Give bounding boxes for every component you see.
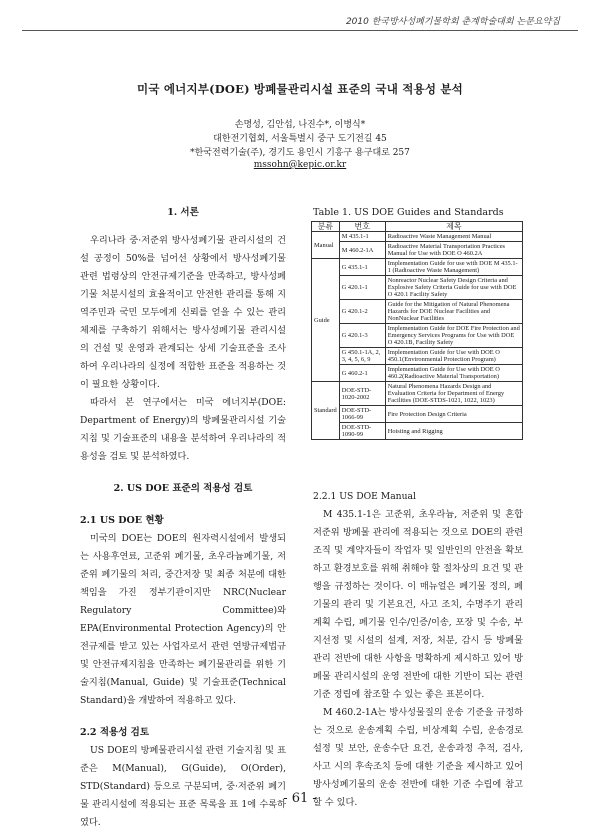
table-row xyxy=(312,300,523,324)
number-cell: M 435.1-1 xyxy=(339,232,385,242)
intro-paragraph-1: 우리나라 중·저준위 방사성폐기물 관리시설의 건설 공정이 50%를 넘어선 상황에서 방사성폐기물 관련 법령상의 안전규제기준을 만족하고, 방사성폐기물 처분시설의 효율적이고 안전한 관리를 통해 지역주민과 국민 모두에게 신뢰를 얻을 수 있는 관리체제를 구축하기 위해서는 방사성폐기물 관리시설의 건설 및 운영과 관계되는 상세 기술표준을 조사하여 우리나라의 실정에 적합한 표준을 적용하는 것이 필요한 상황이다. xyxy=(80,235,286,390)
paper-title: 미국 에너지부(DOE) 방폐물관리시설 표준의 국내 적용성 분석 xyxy=(137,82,463,96)
review-paragraph: US DOE의 방폐물관리시설 관련 기술지침 및 표준은 M(Manual), G(Guide), O(Order), STD(Standard) 등으로 구분되며, 중·저준위 폐기물 관리시설에 적용되는 표준 목록을 표 1에 수록하였다. xyxy=(80,745,286,828)
number-cell: G 420.1-1 xyxy=(339,276,385,300)
subsection-heading-manual: 2.2.1 US DOE Manual xyxy=(313,491,416,502)
number-cell: M 460.2-1A xyxy=(339,242,385,259)
number-cell: G 450.1-1A, 2, 3, 4, 5, 6, 9 xyxy=(339,348,385,365)
section-heading-introduction: 1. 서론 xyxy=(167,207,199,218)
title-cell: Radioactive Waste Management Manual xyxy=(385,232,522,242)
subsection-heading-status: 2.1 US DOE 현황 xyxy=(80,515,164,526)
table-row xyxy=(312,423,523,440)
manual-paragraph-2: M 460.2-1A는 방사성물질의 운송 기준을 규정하는 것으로 운송계획 수립, 비상계획 수립, 운송경로 설정 및 보안, 운송수단 요건, 운송과정 추적, 검사, 사고 시의 후속조치 등에 대한 기준을 제시하고 있어 방사성폐기물의 운송 전반에 대한 기준 수립에 참고할 수 있다. xyxy=(313,707,523,808)
table-row xyxy=(312,232,523,242)
table-row xyxy=(312,365,523,382)
title-cell: Radioactive Material Transportation Practices Manual for Use with DOE O 460.2A xyxy=(385,242,522,259)
header-rule xyxy=(22,30,578,31)
title-cell: Implementation Guide for Use with DOE O 450.1(Environmental Protection Program) xyxy=(385,348,522,365)
number-cell: DOE-STD-1090-99 xyxy=(339,423,385,440)
title-cell: Fire Protection Design Criteria xyxy=(385,406,522,423)
status-paragraph: 미국의 DOE는 DOE의 원자력시설에서 발생되는 사용후연료, 고준위 폐기물, 초우라늄폐기물, 저준위 폐기물의 처리, 중간저장 및 최종 처분에 대한 책임을 가진 정부기관이지만 NRC(Nuclear Regulatory Committee)와 EPA(Environmental Protection Agency)의 안전규제를 받고 있는 사업자로서 관련 연방규제법규 및 안전규제지침을 만족하는 폐기물관리를 위한 기술지침(Manual, Guide) 및 기술표준(Technical Standard)을 개발하여 적용하고 있다. xyxy=(80,533,286,706)
title-cell: Implementation Guide for Use with DOE O 460.2(Radioactive Material Transportation) xyxy=(385,365,522,382)
number-cell: DOE-STD-1020-2002 xyxy=(339,382,385,406)
proceedings-header: 2010 한국방사성폐기물학회 춘계학술대회 논문요약집 xyxy=(345,17,560,27)
table-row xyxy=(312,348,523,365)
affiliation-2: *한국전력기술(주), 경기도 용인시 기흥구 용구대로 257 xyxy=(190,148,410,158)
table-header-row xyxy=(312,222,523,232)
table-row xyxy=(312,382,523,406)
section-heading-applicability: 2. US DOE 표준의 적용성 검토 xyxy=(113,483,253,494)
manual-paragraph-1: M 435.1-1은 고준위, 초우라늄, 저준위 및 혼합 저준위 방폐물 관리에 적용되는 것으로 DOE의 관련 조직 및 계약자들이 작업자 및 일반인의 안전을 확보하고 환경보호를 위해 취해야 할 절차상의 요건 및 관행을 규정하는 것이다. 이 매뉴얼은 폐기물 정의, 폐기물의 관리 및 기본요건, 사고 조치, 수명주기 관리계획 수립, 폐기물 인수/인증/이송, 포장 및 수송, 부지선정 및 시설의 설계, 저장, 처분, 감시 등 방폐물 관리 전반에 대한 사항을 명확하게 제시하고 있어 방폐물 관리시설의 운영 전반에 대한 기반이 되는 관련 기준 정립에 참조할 수 있는 좋은 표본이다. xyxy=(313,509,523,700)
category-cell: Guide xyxy=(312,259,340,382)
header-number: 번호 xyxy=(339,222,385,232)
number-cell: G 460.2-1 xyxy=(339,365,385,382)
author-list: 손명성, 김안섭, 나진수*, 이병식* xyxy=(234,120,366,130)
number-cell: DOE-STD-1066-99 xyxy=(339,406,385,423)
number-cell: G 435.1-1 xyxy=(339,259,385,276)
title-cell: Guide for the Mitigation of Natural Phenomena Hazards for DOE Nuclear Facilities and NonNuclear Facilities xyxy=(385,300,522,324)
title-cell: Hoisting and Rigging xyxy=(385,423,522,440)
intro-paragraph-2: 따라서 본 연구에서는 미국 에너지부(DOE: Department of Energy)의 방폐물관리시설 기술지침 및 기술표준의 내용을 분석하여 우리나라의 적용성을 검토 및 분석하였다. xyxy=(80,397,286,462)
category-cell: Standard xyxy=(312,382,340,440)
right-column xyxy=(313,488,523,812)
title-cell: Implementation Guide for use with DOE M 435.1-1 (Radioactive Waste Management) xyxy=(385,259,522,276)
header-title: 제목 xyxy=(385,222,522,232)
title-cell: Natural Phenomena Hazards Design and Evaluation Criteria for Department of Energy Facilities (DOE-STDS-1021, 1022, 1023) xyxy=(385,382,522,406)
table-caption: Table 1. US DOE Guides and Standards xyxy=(313,207,504,218)
affiliation-1: 대한전기협회, 서울특별시 중구 도기전길 45 xyxy=(213,134,387,144)
header-category: 분류 xyxy=(312,222,340,232)
table-row xyxy=(312,242,523,259)
table-row xyxy=(312,276,523,300)
category-cell: Manual xyxy=(312,232,340,259)
number-cell: G 420.1-3 xyxy=(339,324,385,348)
page-number: - 61 - xyxy=(283,791,317,806)
table-row xyxy=(312,324,523,348)
table-row xyxy=(312,406,523,423)
number-cell: G 420.1-2 xyxy=(339,300,385,324)
title-cell: Implementation Guide for DOE Fire Protection and Emergency Services Programs for Use with DOE O 420.1B, Facility Safety xyxy=(385,324,522,348)
subsection-heading-review: 2.2 적용성 검토 xyxy=(80,727,150,738)
table-row xyxy=(312,259,523,276)
left-column xyxy=(80,204,286,832)
title-cell: Nonreactor Nuclear Safety Design Criteria and Explosive Safety Criteria Guide for use with DOE O 420.1 Facility Safety xyxy=(385,276,522,300)
standards-table xyxy=(311,221,523,440)
author-email[interactable]: mssohn@kepic.or.kr xyxy=(253,160,347,170)
